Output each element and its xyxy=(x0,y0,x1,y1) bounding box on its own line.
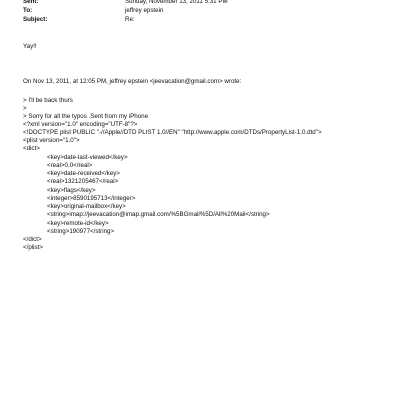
dict-close: </dict> xyxy=(23,236,42,243)
xml-declaration: <?xml version="1.0" encoding="UTF-8"?> xyxy=(23,121,138,128)
quoted-line: > I'll be back thurs xyxy=(23,97,73,104)
to-value: jeffrey epstein xyxy=(125,7,164,14)
plist-entry: <key>flags</key> xyxy=(47,187,96,194)
quote-intro: On Nov 13, 2011, at 12:05 PM, jeffrey epstein <jeevacation@gmail.com> wrote: xyxy=(23,78,242,85)
plist-entry: <real>1321205467</real> xyxy=(47,178,119,185)
quoted-line: > xyxy=(23,105,27,112)
plist-entry: <string>190977</string> xyxy=(47,228,115,235)
plist-entry: <real>0.0</real> xyxy=(47,162,93,169)
plist-entry: <key>original-mailbox</key> xyxy=(47,203,126,210)
sent-label: Sent: xyxy=(23,0,39,5)
plist-entry: <key>remote-id</key> xyxy=(47,220,109,227)
plist-entry: <string>imap://jeevacation@imap.gmail.com/%5BGmail%5D/All%20Mail</string> xyxy=(47,211,270,218)
plist-open: <plist version="1.0"> xyxy=(23,137,80,144)
plist-close: </plist> xyxy=(23,244,43,251)
quoted-line: > Sorry for all the typos .Sent from my iPhone xyxy=(23,113,149,120)
plist-entry: <key>date-last-viewed</key> xyxy=(47,154,128,161)
dict-open: <dict> xyxy=(23,145,40,152)
to-label: To: xyxy=(23,7,33,14)
plist-entry: <key>date-received</key> xyxy=(47,170,120,177)
doctype-line: <!DOCTYPE plist PUBLIC "-//Apple//DTD PLIST 1.0//EN" "http://www.apple.com/DTDs/PropertyList-1.0.dtd"> xyxy=(23,129,322,136)
plist-entry: <integer>8590195713</integer> xyxy=(47,195,136,202)
subject-label: Subject: xyxy=(23,16,48,23)
reply-text: Yay!! xyxy=(23,43,37,50)
subject-value: Re: xyxy=(125,16,135,23)
sent-value: Sunday, November 13, 2011 5:31 PM xyxy=(125,0,228,5)
